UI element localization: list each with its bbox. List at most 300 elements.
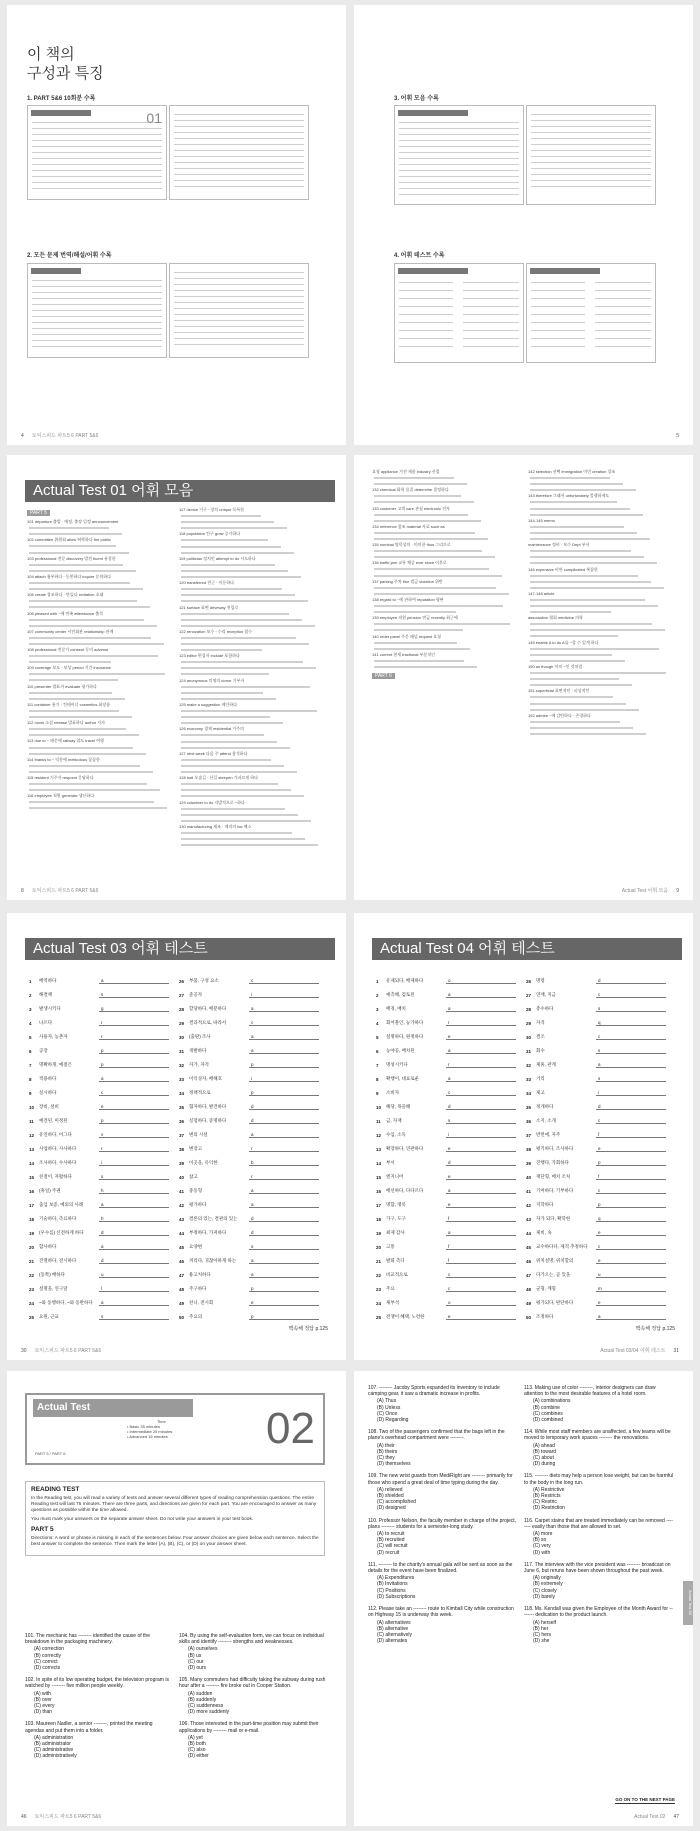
answer-blank[interactable]: m bbox=[596, 1285, 666, 1292]
answer-blank[interactable]: a bbox=[249, 1033, 319, 1040]
answer-option[interactable]: (D) recruit bbox=[377, 1549, 400, 1556]
answer-blank[interactable]: o bbox=[446, 977, 516, 984]
answer-blank[interactable]: s bbox=[249, 1243, 319, 1250]
answer-blank[interactable]: c bbox=[596, 1243, 666, 1250]
answer-option[interactable]: (B) combine bbox=[533, 1404, 560, 1411]
answer-blank[interactable]: p bbox=[249, 1313, 319, 1320]
vocab-text-line bbox=[528, 627, 678, 633]
answer-blank[interactable]: e bbox=[446, 1173, 516, 1180]
answer-blank[interactable]: a bbox=[99, 1201, 169, 1208]
test-row bbox=[526, 1283, 666, 1292]
question-item bbox=[25, 1633, 173, 1671]
answer-blank[interactable]: a bbox=[249, 1201, 319, 1208]
question-text: 102. In spite of its low operating budget, the television program is watched by -------- five million people weekly. bbox=[25, 1677, 169, 1690]
answer-option[interactable]: (D) than bbox=[34, 1709, 53, 1716]
answer-option[interactable]: (C) about bbox=[533, 1455, 554, 1462]
answer-option[interactable]: (B) administrator bbox=[34, 1741, 71, 1748]
answer-option[interactable]: (D) with bbox=[533, 1549, 551, 1556]
answer-option[interactable]: (D) combined bbox=[533, 1417, 564, 1424]
answer-blank[interactable]: d bbox=[596, 977, 666, 984]
question-text: 104. By using the self-evaluation form, we can focus on individual skills and identify -------- strengths and weaknesses. bbox=[179, 1633, 324, 1646]
answer-blank[interactable]: q bbox=[596, 1019, 666, 1026]
question-number: 29 bbox=[526, 1021, 532, 1026]
question-number: 9 bbox=[376, 1091, 379, 1096]
vocab-text-line bbox=[528, 731, 678, 737]
answer-blank[interactable]: l bbox=[99, 1285, 169, 1292]
answer-blank[interactable]: e bbox=[446, 1145, 516, 1152]
korean-meaning: 해결책 bbox=[39, 992, 53, 997]
answer-blank[interactable]: a bbox=[99, 1243, 169, 1250]
answer-option[interactable]: (A) their bbox=[377, 1442, 395, 1449]
answer-blank[interactable]: a bbox=[446, 1047, 516, 1054]
answer-option[interactable]: (B) theirs bbox=[377, 1448, 398, 1455]
answer-blank[interactable]: a bbox=[249, 1257, 319, 1264]
answer-option[interactable]: (B) her bbox=[533, 1625, 549, 1632]
answer-option[interactable]: (A) Restrictive bbox=[533, 1486, 565, 1493]
test-row bbox=[376, 1059, 516, 1068]
vocab-text-line bbox=[27, 671, 172, 677]
test-row bbox=[526, 1143, 666, 1152]
korean-meaning: 배경, 배치 bbox=[386, 1006, 406, 1011]
answer-blank[interactable]: s bbox=[99, 991, 169, 998]
answer-blank[interactable]: d bbox=[446, 1159, 516, 1166]
answer-blank[interactable]: h bbox=[99, 1215, 169, 1222]
test-row bbox=[179, 1003, 319, 1012]
question-number: 34 bbox=[179, 1091, 185, 1096]
answer-option[interactable]: (B) Invitations bbox=[377, 1581, 408, 1588]
question-number: 13 bbox=[29, 1147, 35, 1152]
answer-blank[interactable]: f bbox=[446, 1215, 516, 1222]
answer-option[interactable]: (A) originally bbox=[533, 1575, 561, 1582]
answer-blank[interactable]: f bbox=[446, 1257, 516, 1264]
korean-meaning: 기여하다, 기부하다 bbox=[536, 1188, 574, 1193]
answer-blank[interactable]: u bbox=[99, 1271, 169, 1278]
question-number: 4 bbox=[376, 1021, 379, 1026]
korean-meaning: 비교적으로 bbox=[386, 1272, 408, 1277]
question-number: 24 bbox=[376, 1301, 382, 1306]
answer-blank[interactable]: r bbox=[446, 1019, 516, 1026]
answer-blank[interactable]: s bbox=[99, 1313, 169, 1320]
answer-blank[interactable]: d bbox=[446, 1103, 516, 1110]
page-number: Actual Test 03/04 어휘 테스트 31 bbox=[600, 1348, 679, 1354]
answer-blank[interactable]: b bbox=[249, 1159, 319, 1166]
question-number: 31 bbox=[179, 1049, 185, 1054]
answer-blank[interactable]: a bbox=[249, 1047, 319, 1054]
answer-option[interactable]: (B) Restricts bbox=[533, 1493, 561, 1500]
answer-blank[interactable]: f bbox=[596, 1173, 666, 1180]
question-number: 30 bbox=[526, 1035, 532, 1040]
answer-blank[interactable]: i bbox=[249, 991, 319, 998]
answer-blank[interactable]: e bbox=[446, 1313, 516, 1320]
part6-tag: PART 6 bbox=[372, 673, 395, 679]
question-item bbox=[368, 1518, 518, 1556]
test-row bbox=[179, 1101, 319, 1110]
test-row bbox=[29, 1157, 169, 1166]
answer-blank[interactable]: s bbox=[446, 1117, 516, 1124]
answer-option[interactable]: (C) also bbox=[188, 1747, 206, 1754]
vocab-entry: 133 customer 고객 care 관심 electronic 전자 bbox=[372, 505, 450, 511]
question-item bbox=[524, 1518, 674, 1556]
korean-meaning: 자격 bbox=[536, 1020, 545, 1025]
korean-meaning: 자가, 자격 bbox=[189, 1062, 209, 1067]
answer-blank[interactable]: a bbox=[99, 1299, 169, 1306]
answer-blank[interactable]: p bbox=[99, 1117, 169, 1124]
answer-blank[interactable]: h bbox=[99, 1187, 169, 1194]
answer-blank[interactable]: d bbox=[249, 1117, 319, 1124]
answer-option[interactable]: (A) ahead bbox=[533, 1442, 555, 1449]
answer-option[interactable]: (A) herself bbox=[533, 1619, 557, 1626]
answer-option[interactable]: (A) alternatives bbox=[377, 1619, 411, 1626]
answer-option[interactable]: (A) administration bbox=[34, 1734, 74, 1741]
korean-meaning: 적용하다 bbox=[39, 1076, 57, 1081]
question-number: 17 bbox=[376, 1203, 382, 1208]
answer-option[interactable]: (C) Once bbox=[377, 1410, 398, 1417]
vocab-entry: 102 committee 위원회 allow 허락하다 the public bbox=[27, 537, 111, 543]
answer-option[interactable]: (C) administrative bbox=[34, 1747, 74, 1754]
answer-blank[interactable]: p bbox=[596, 1201, 666, 1208]
answer-reference: 핵속해 정답 p.125 bbox=[288, 1326, 328, 1332]
answer-blank[interactable]: a bbox=[446, 991, 516, 998]
answer-blank[interactable]: u bbox=[596, 1271, 666, 1278]
korean-meaning: 엔지니어 bbox=[386, 1174, 404, 1179]
answer-blank[interactable]: d bbox=[249, 1103, 319, 1110]
vocab-entry: 149 enable A to do A를 ~할 수 있게 하다 bbox=[528, 639, 599, 645]
question-column-3 bbox=[368, 1385, 518, 1650]
test-row bbox=[29, 1073, 169, 1082]
answer-option[interactable]: (D) barely bbox=[533, 1593, 555, 1600]
korean-meaning: (출판) 조사 bbox=[189, 1034, 211, 1039]
answer-blank[interactable]: p bbox=[99, 1061, 169, 1068]
question-item bbox=[25, 1721, 173, 1759]
answer-option[interactable]: (D) administratively bbox=[34, 1753, 77, 1760]
answer-blank[interactable]: c bbox=[446, 1285, 516, 1292]
test-row bbox=[526, 1255, 666, 1264]
answer-option[interactable]: (A) yet bbox=[188, 1734, 203, 1741]
answer-blank[interactable]: f bbox=[446, 1243, 516, 1250]
answer-option[interactable]: (D) either bbox=[188, 1753, 209, 1760]
answer-option[interactable]: (D) during bbox=[533, 1461, 556, 1468]
answer-blank[interactable]: i bbox=[596, 1089, 666, 1096]
vocab-text-line bbox=[27, 623, 172, 629]
korean-meaning: 찬니, 전시회 bbox=[189, 1300, 214, 1305]
answer-blank[interactable]: a bbox=[446, 1005, 516, 1012]
answer-blank[interactable]: c bbox=[249, 977, 319, 984]
answer-option[interactable]: (A) to recruit bbox=[377, 1531, 405, 1538]
vocab-entry: 113 due to ~ 때문에 railway 철도 travel 여행 bbox=[27, 738, 104, 744]
test-row bbox=[526, 1185, 666, 1194]
vocab-entry: 120 transferred 전근 · 이동하다 bbox=[179, 580, 234, 586]
test-row bbox=[526, 1213, 666, 1222]
answer-blank[interactable]: v bbox=[99, 1131, 169, 1138]
question-text: 118. Ms. Kendall was given the Employee of the Month Award for -------- dedication to the product launch. bbox=[524, 1606, 673, 1619]
answer-blank[interactable]: p bbox=[249, 1089, 319, 1096]
answer-blank[interactable]: e bbox=[99, 1103, 169, 1110]
answer-option[interactable]: (A) sudden bbox=[188, 1690, 213, 1697]
answer-option[interactable]: (D) alternates bbox=[377, 1638, 408, 1645]
next-page-label: GO ON TO THE NEXT PAGE bbox=[615, 1797, 675, 1802]
test-row bbox=[376, 1143, 516, 1152]
question-number: 41 bbox=[526, 1189, 532, 1194]
test-row bbox=[376, 1045, 516, 1054]
question-number: 34 bbox=[526, 1091, 532, 1096]
answer-blank[interactable]: a bbox=[249, 1005, 319, 1012]
answer-option[interactable]: (D) Restriction bbox=[533, 1505, 565, 1512]
answer-option[interactable]: (A) ourselves bbox=[188, 1646, 218, 1653]
question-number: 1 bbox=[376, 979, 379, 984]
answer-option[interactable]: (A) Thus bbox=[377, 1398, 397, 1405]
answer-blank[interactable]: e bbox=[596, 1257, 666, 1264]
test-row bbox=[376, 1241, 516, 1250]
answer-blank[interactable]: a bbox=[596, 1061, 666, 1068]
answer-option[interactable]: (A) combinations bbox=[533, 1398, 571, 1405]
test-row bbox=[376, 1157, 516, 1166]
question-number: 1 bbox=[29, 979, 32, 984]
answer-option[interactable]: (C) will recruit bbox=[377, 1543, 408, 1550]
answer-option[interactable]: (C) our bbox=[188, 1658, 204, 1665]
answer-blank[interactable]: r bbox=[99, 1033, 169, 1040]
korean-meaning: 주요의 bbox=[189, 1314, 203, 1319]
answer-blank[interactable]: c bbox=[446, 1271, 516, 1278]
korean-meaning: 실험하다, 증명하다 bbox=[189, 1118, 227, 1123]
answer-option[interactable]: (D) ours bbox=[188, 1665, 207, 1672]
thumbnail-test-number: 01 bbox=[146, 110, 162, 126]
korean-meaning: 지학하다 bbox=[536, 1202, 554, 1207]
answer-blank[interactable]: r bbox=[446, 1061, 516, 1068]
answer-option[interactable]: (D) more suddenly bbox=[188, 1709, 230, 1716]
vocab-entry: 141 current 현재 fractional 부분적인 bbox=[372, 651, 435, 657]
answer-blank[interactable]: c bbox=[596, 1187, 666, 1194]
answer-blank[interactable]: r bbox=[99, 1019, 169, 1026]
answer-blank[interactable]: f bbox=[596, 1131, 666, 1138]
question-number: 50 bbox=[179, 1315, 185, 1320]
answer-blank[interactable]: a bbox=[446, 1229, 516, 1236]
answer-blank[interactable]: p bbox=[596, 1159, 666, 1166]
test-row bbox=[376, 1185, 516, 1194]
answer-blank[interactable]: a bbox=[249, 1131, 319, 1138]
answer-option[interactable]: (D) designed bbox=[377, 1505, 406, 1512]
answer-blank[interactable]: e bbox=[249, 1299, 319, 1306]
answer-blank[interactable]: a bbox=[99, 1075, 169, 1082]
answer-blank[interactable]: i bbox=[99, 1159, 169, 1166]
answer-blank[interactable]: r bbox=[99, 1145, 169, 1152]
test-row bbox=[179, 975, 319, 984]
question-number: 43 bbox=[179, 1217, 185, 1222]
answer-option[interactable]: (D) Subscriptions bbox=[377, 1593, 416, 1600]
vocab-entry: 요청 appliance 가전 제품 industry 산업 bbox=[372, 469, 440, 474]
answer-blank[interactable]: i bbox=[446, 1131, 516, 1138]
answer-blank[interactable]: e bbox=[446, 1033, 516, 1040]
question-number: 50 bbox=[526, 1315, 532, 1320]
question-number: 49 bbox=[179, 1301, 185, 1306]
answer-blank[interactable]: q bbox=[596, 1215, 666, 1222]
page-number: Actual Test 02 47 bbox=[634, 1814, 679, 1820]
answer-blank[interactable]: a bbox=[596, 1313, 666, 1320]
question-text: 108. Two of the passengers confirmed that the bags left in the plane's overhead compartment were --------. bbox=[368, 1429, 505, 1442]
answer-blank[interactable]: a bbox=[446, 1187, 516, 1194]
answer-blank[interactable]: c bbox=[249, 1019, 319, 1026]
answer-option[interactable]: (B) recruited bbox=[377, 1537, 405, 1544]
test-row bbox=[29, 1045, 169, 1054]
answer-option[interactable]: (B) toward bbox=[533, 1448, 557, 1455]
answer-option[interactable]: (B) over bbox=[34, 1696, 52, 1703]
answer-option[interactable]: (A) with bbox=[34, 1690, 51, 1697]
question-number: 5 bbox=[376, 1035, 379, 1040]
answer-blank[interactable]: e bbox=[596, 1229, 666, 1236]
answer-blank[interactable]: s bbox=[596, 1005, 666, 1012]
answer-option[interactable]: (B) alternative bbox=[377, 1625, 409, 1632]
answer-blank[interactable]: i bbox=[249, 1075, 319, 1082]
answer-blank[interactable]: a bbox=[249, 1271, 319, 1278]
answer-option[interactable]: (B) suddenly bbox=[188, 1696, 217, 1703]
test-row bbox=[526, 1297, 666, 1306]
answer-option[interactable]: (C) correct bbox=[34, 1658, 58, 1665]
question-column-1 bbox=[25, 1633, 173, 1766]
answer-option[interactable]: (B) both bbox=[188, 1741, 206, 1748]
answer-option[interactable]: (B) Unless bbox=[377, 1404, 401, 1411]
question-number: 38 bbox=[179, 1147, 185, 1152]
question-number: 26 bbox=[179, 979, 185, 984]
korean-meaning: 재단형, 배치 조처 bbox=[536, 1174, 571, 1179]
answer-blank[interactable]: e bbox=[596, 1145, 666, 1152]
korean-meaning: 중동형 bbox=[189, 1188, 203, 1193]
answer-blank[interactable]: r bbox=[249, 1173, 319, 1180]
answer-option[interactable]: (B) so bbox=[533, 1537, 547, 1544]
answer-option[interactable]: (C) suddenness bbox=[188, 1703, 224, 1710]
korean-meaning: 정책적으로 bbox=[189, 1090, 211, 1095]
answer-blank[interactable]: o bbox=[446, 1299, 516, 1306]
korean-meaning: 친절이, 자활하다 bbox=[39, 1174, 72, 1179]
question-text: 111. -------- to the charity's annual gala will be sent as soon as the details for the event have been finalized. bbox=[368, 1561, 513, 1575]
test-row bbox=[526, 1017, 666, 1026]
answer-option[interactable]: (C) accomplished bbox=[377, 1499, 416, 1506]
answer-option[interactable]: (C) they bbox=[377, 1455, 395, 1462]
answer-blank[interactable]: c bbox=[446, 1089, 516, 1096]
korean-meaning: 참고 bbox=[189, 1174, 198, 1179]
answer-blank[interactable]: p bbox=[249, 1285, 319, 1292]
answer-blank[interactable]: s bbox=[99, 1173, 169, 1180]
answer-option[interactable]: (C) very bbox=[533, 1543, 551, 1550]
korean-meaning: 이익상자, 배해호 bbox=[189, 1076, 222, 1081]
answer-option[interactable]: (B) correctly bbox=[34, 1652, 61, 1659]
test-row bbox=[29, 1269, 169, 1278]
answer-option[interactable]: (D) corrects bbox=[34, 1665, 61, 1672]
answer-blank[interactable]: a bbox=[99, 977, 169, 984]
question-number: 23 bbox=[376, 1287, 382, 1292]
answer-blank[interactable]: d bbox=[249, 1215, 319, 1222]
test02-page-right bbox=[354, 1371, 693, 1826]
korean-meaning: 설명을, 연구달 bbox=[39, 1286, 68, 1291]
korean-meaning: 금, 자재 bbox=[386, 1118, 402, 1123]
question-text: 116. Carpet stains that are treated immediately can be removed -------- easily than those that are allowed to set. bbox=[524, 1517, 673, 1530]
answer-blank[interactable]: s bbox=[596, 1075, 666, 1082]
korean-meaning: 부품, 구성 요소 bbox=[189, 978, 219, 983]
test-row bbox=[376, 989, 516, 998]
answer-blank[interactable]: d bbox=[99, 1257, 169, 1264]
answer-option[interactable]: (C) combines bbox=[533, 1410, 563, 1417]
answer-blank[interactable]: d bbox=[99, 1229, 169, 1236]
answer-blank[interactable]: c bbox=[99, 1089, 169, 1096]
vocab-text-line bbox=[179, 665, 329, 671]
answer-blank[interactable]: c bbox=[596, 1117, 666, 1124]
test-row bbox=[179, 1073, 319, 1082]
test-row bbox=[29, 1171, 169, 1180]
test-row bbox=[376, 1017, 516, 1026]
question-number: 8 bbox=[29, 1077, 32, 1082]
answer-option[interactable]: (C) alternatively bbox=[377, 1631, 413, 1638]
korean-meaning: 할당하다, 배분하다 bbox=[189, 1006, 227, 1011]
answer-blank[interactable]: p bbox=[99, 1047, 169, 1054]
answer-option[interactable]: (D) themselves bbox=[377, 1461, 411, 1468]
korean-meaning: 사업하다, 사사하다 bbox=[39, 1146, 77, 1151]
answer-blank[interactable]: p bbox=[249, 1061, 319, 1068]
korean-meaning: 군형, 깨형 bbox=[536, 1286, 556, 1291]
korean-meaning: 주요 bbox=[386, 1286, 395, 1291]
question-number: 14 bbox=[376, 1161, 382, 1166]
answer-option[interactable]: (C) closely bbox=[533, 1587, 557, 1594]
answer-blank[interactable]: e bbox=[596, 1299, 666, 1306]
question-text: 117. The interview with the vice president was -------- broadcast on June 6, but reruns have been shown throughout the past week. bbox=[524, 1561, 671, 1575]
question-number: 36 bbox=[179, 1119, 185, 1124]
answer-blank[interactable]: d bbox=[249, 1229, 319, 1236]
answer-option[interactable]: (B) us bbox=[188, 1652, 202, 1659]
vocab-entry: 110 presenter 발표자 evaluate 평가하다 bbox=[27, 683, 97, 689]
korean-meaning: 발생시키다 bbox=[39, 1006, 61, 1011]
answer-option[interactable]: (A) more bbox=[533, 1531, 553, 1538]
question-number: 44 bbox=[526, 1231, 532, 1236]
question-number: 18 bbox=[376, 1217, 382, 1222]
answer-blank[interactable]: c bbox=[596, 1033, 666, 1040]
answer-option[interactable]: (C) Positions bbox=[377, 1587, 406, 1594]
answer-blank[interactable]: a bbox=[249, 1187, 319, 1194]
answer-option[interactable]: (D) she bbox=[533, 1638, 550, 1645]
answer-blank[interactable]: e bbox=[446, 1201, 516, 1208]
test-row bbox=[29, 1087, 169, 1096]
test-row bbox=[526, 989, 666, 998]
test-row bbox=[376, 1115, 516, 1124]
answer-blank[interactable]: d bbox=[596, 1103, 666, 1110]
korean-meaning: 협자하다, 발견하다 bbox=[189, 1104, 227, 1109]
korean-meaning: 명함, 명록 bbox=[386, 1202, 406, 1207]
answer-option[interactable]: (A) correction bbox=[34, 1646, 65, 1653]
korean-meaning: 용고처하다 bbox=[189, 1272, 211, 1277]
question-number: 5 bbox=[29, 1035, 32, 1040]
answer-option[interactable]: (C) hers bbox=[533, 1631, 552, 1638]
answer-option[interactable]: (A) relieved bbox=[377, 1486, 403, 1493]
feature-heading-1: 1. PART 5&6 10회분 수록 bbox=[27, 96, 96, 102]
question-text: 114. While most staff members are unaffected, a few teams will be moved to temporary work spaces -------- the renovations. bbox=[524, 1429, 671, 1442]
answer-blank[interactable]: c bbox=[596, 991, 666, 998]
korean-meaning: 결과적으로, 따라서 bbox=[189, 1020, 227, 1025]
question-number: 27 bbox=[179, 993, 185, 998]
answer-option[interactable]: (C) Restric bbox=[533, 1499, 557, 1506]
question-number: 16 bbox=[376, 1189, 382, 1194]
answer-option[interactable]: (B) extremely bbox=[533, 1581, 563, 1588]
answer-option[interactable]: (B) shielded bbox=[377, 1493, 404, 1500]
answer-blank[interactable]: a bbox=[446, 1075, 516, 1082]
question-number: 35 bbox=[526, 1105, 532, 1110]
answer-blank[interactable]: s bbox=[596, 1047, 666, 1054]
question-number: 15 bbox=[29, 1175, 35, 1180]
question-item bbox=[179, 1721, 329, 1759]
answer-blank[interactable]: r bbox=[249, 1145, 319, 1152]
answer-blank[interactable]: g bbox=[99, 1005, 169, 1012]
answer-option[interactable]: (D) Regarding bbox=[377, 1417, 409, 1424]
answer-option[interactable]: (C) every bbox=[34, 1703, 55, 1710]
question-number: 22 bbox=[29, 1273, 35, 1278]
question-item bbox=[179, 1633, 329, 1671]
vocab-entry: 140 order panel 주문 패널 request 요청 bbox=[372, 633, 441, 639]
answer-option[interactable]: (A) Expenditures bbox=[377, 1575, 415, 1582]
